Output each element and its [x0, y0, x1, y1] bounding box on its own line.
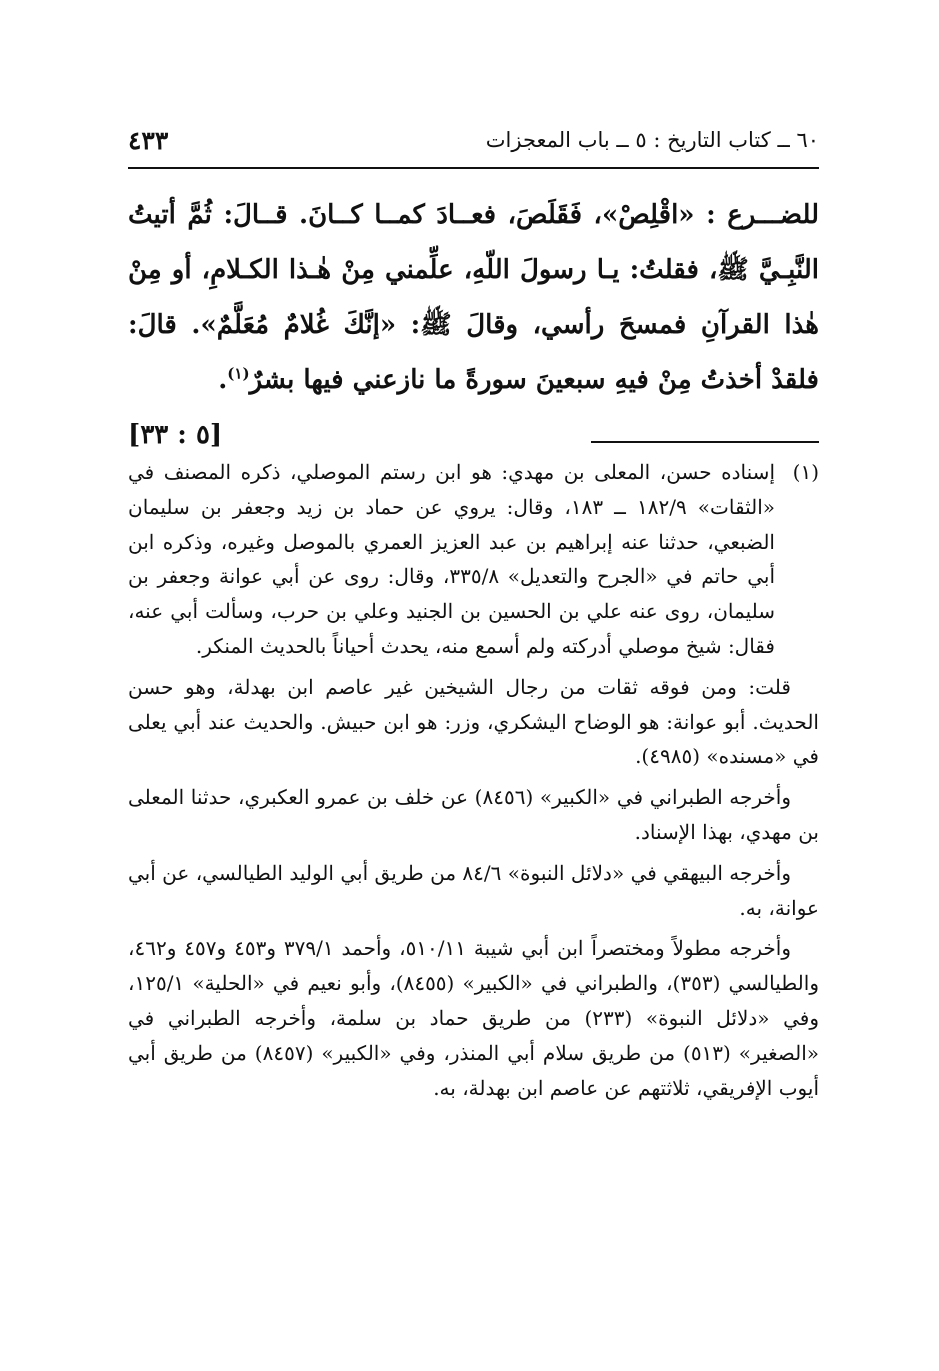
main-body: للضـــرع : «اقْلِصْ»، فَقَلَصَ، فعــادَ كمــا كــانَ. قــالَ: ثُمَّ أتيتُ النَّبِـيَّ ﷺ، فقلتُ: يـا رسولَ اللّهِ، علِّمني مِنْ هٰـذا الكـلامِ، أو مِنْ هٰذا القرآنِ فمسحَ رأسي، وقالَ ﷺ: «إنَّكَ غُلامٌ مُعَلَّمٌ». قالَ: فلقدْ أخذتُ مِنْ فيهِ سبعينَ سورةً ما نازعني فيها بشرٌ [128, 200, 819, 395]
footnote-1 [128, 455, 819, 664]
footnote-paragraph: إسناده حسن، المعلى بن مهدي: هو ابن رستم الموصلي، ذكره المصنف في «الثقات» ١٨٢/٩ ــ ١٨٣، وقال: يروي عن حماد بن زيد وجعفر بن سليمان الضبعي، حدثنا عنه إبراهيم بن عبد العزيز العمري بالموصل وغيره، وذكره ابن أبي حاتم في «الجرح والتعديل» ٣٣٥/٨، وقال: روى عن أبي عوانة وجعفر بن سليمان، روى عنه علي بن الحسين بن الجنيد وعلي بن حرب، وسألت أبي عنه، فقال: شيخ موصلي أدركته ولم أسمع منه، يحدث أحياناً بالحديث المنكر. [128, 460, 776, 658]
footnote-paragraph: وأخرجه مطولاً ومختصراً ابن أبي شيبة ٥١٠/١١، وأحمد ٣٧٩/١ و٤٥٣ و٤٥٧ و٤٦٢، والطيالسي (٣٥٣)، والطبراني في «الكبير» (٨٤٥٥)، وأبو نعيم في «الحلية» ١٢٥/١، وفي «دلائل النبوة» (٢٣٣) من طريق حماد بن سلمة، وأخرجه الطبراني في «الصغير» (٥١٣) من طريق سلام أبي المنذر، وفي «الكبير» (٨٤٥٧) من طريق أبي أيوب الإفريقي، ثلاثتهم عن عاصم ابن بهدلة، به. [128, 936, 820, 1100]
header-divider [128, 167, 819, 169]
main-text [128, 188, 819, 463]
page-number: ٤٣٣ [128, 125, 169, 155]
footnote-paragraph: وأخرجه الطبراني في «الكبير» (٨٤٥٦) عن خلف بن عمرو العكبري، حدثنا المعلى بن مهدي، بهذا الإسناد. [128, 785, 819, 844]
footnote-marker: (١) [227, 364, 250, 383]
footnote-divider [591, 441, 819, 443]
hadith-reference: [٥ : ٣٣] [128, 420, 223, 450]
footnote-paragraph: قلت: ومن فوقه ثقات من رجال الشيخين غير عاصم ابن بهدلة، وهو حسن الحديث. أبو عوانة: هو الوضاح اليشكري، وزر: هو ابن حبيش. والحديث عند أبي يعلى في «مسنده» (٤٩٨٥). [128, 674, 819, 769]
main-end-punct: . [218, 365, 228, 395]
page-header [128, 118, 819, 162]
footnote-paragraph: وأخرجه البيهقي في «دلائل النبوة» ٨٤/٦ من طريق أبي الوليد الطيالسي، عن أبي عوانة، به. [128, 860, 819, 920]
footnotes [128, 455, 819, 1105]
running-title: ٦٠ ــ كتاب التاريخ : ٥ ــ باب المعجزات [485, 128, 819, 152]
footnote-number: (١) [792, 460, 819, 484]
